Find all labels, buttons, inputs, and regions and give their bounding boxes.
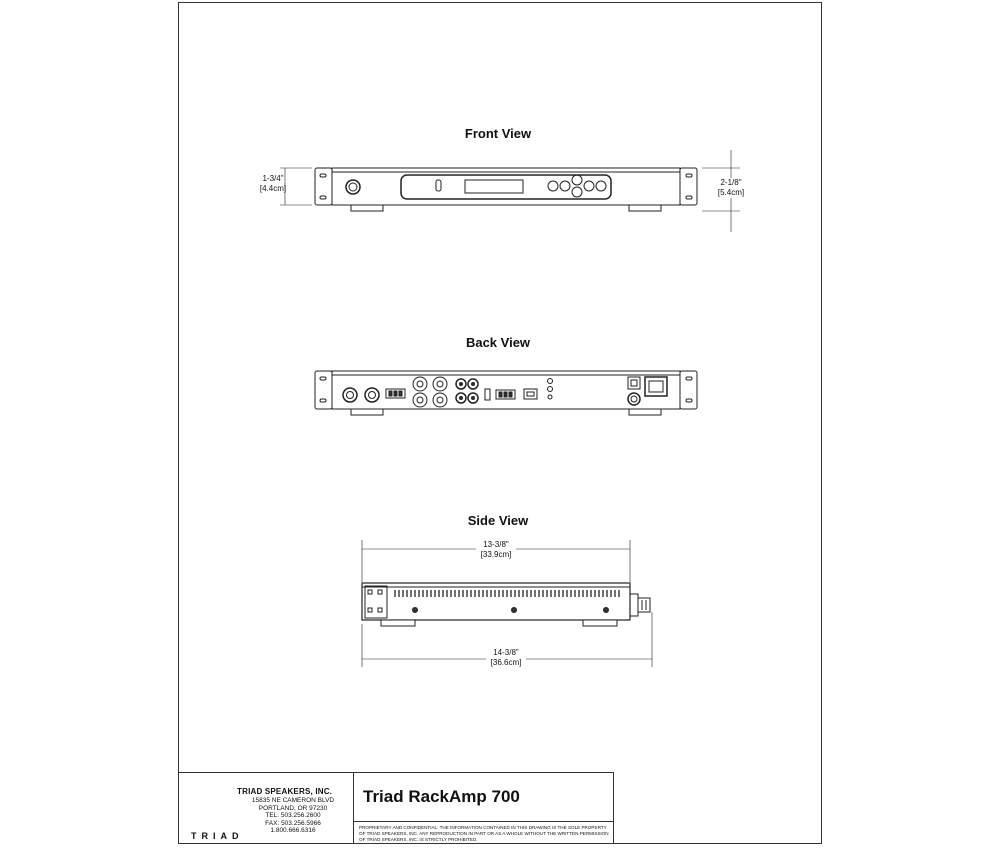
address-line: TEL: 503.256.2600: [265, 812, 321, 819]
back-view-title: Back View: [465, 335, 531, 350]
brand-wordmark: TRIAD: [191, 831, 244, 841]
side-depth-dimension: [476, 540, 516, 560]
dim-text: 2-1/8": [720, 178, 742, 187]
dim-text: 13-3/8": [483, 540, 509, 549]
front-view-title: Front View: [464, 126, 532, 141]
company-address: [241, 797, 345, 835]
side-overall-depth-dimension: [486, 648, 526, 668]
company-name: TRIAD SPEAKERS, INC.: [237, 787, 333, 796]
product-panel: [353, 773, 613, 822]
dim-text: [36.6cm]: [490, 658, 522, 667]
side-view-title: Side View: [467, 513, 529, 528]
legal-panel: [353, 821, 613, 843]
address-line: PORTLAND, OR 97230: [258, 804, 328, 812]
dim-text: [5.4cm]: [717, 188, 745, 197]
front-view: [280, 150, 740, 232]
dim-text: [4.4cm]: [259, 184, 287, 193]
product-title: Triad RackAmp 700: [363, 787, 520, 806]
front-height-dimension: [258, 174, 288, 194]
company-panel: [179, 773, 354, 843]
dim-text: 1-3/4": [262, 174, 284, 183]
address-line: 15835 NE CAMERON BLVD: [251, 797, 335, 804]
legal-notice: PROPRIETARY AND CONFIDENTIAL: THE INFORMATION CONTAINED IN THIS DRAWING IS THE SOLE PROPERTY OF TRIAD SPEAKERS, INC. ANY REPRODUCTION IN PART OR AS A WHOLE WITHOUT THE WRITTEN PERMISSION OF TRIAD SPEAKERS, INC. IS STRICTLY PROHIBITED.: [359, 825, 609, 842]
address-line: FAX: 503.256.5966: [265, 819, 321, 827]
front-overall-height-dimension: [711, 178, 751, 198]
title-block: [178, 772, 614, 844]
dim-text: 14-3/8": [493, 648, 519, 657]
address-line: 1.800.666.6316: [270, 827, 316, 834]
dim-text: [33.9cm]: [480, 550, 512, 559]
back-view: [315, 371, 697, 415]
